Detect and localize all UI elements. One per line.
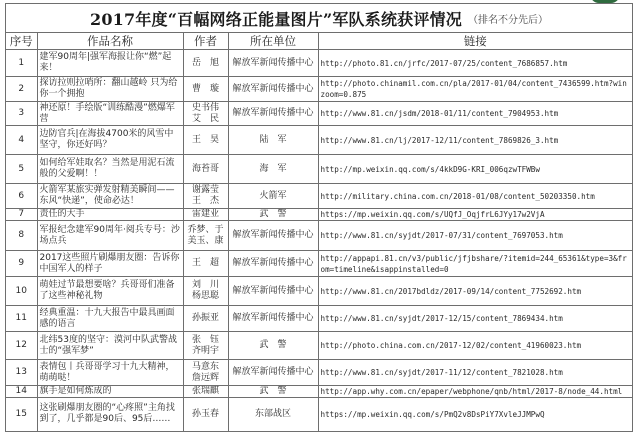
row-number: 2 <box>6 77 37 102</box>
table-row <box>6 155 632 184</box>
header-no: 序号 <box>6 33 37 50</box>
row-number: 15 <box>6 398 37 431</box>
link-url[interactable]: http://app.why.com.cn/epaper/webphone/qnb/html/2017-8/node_44.html <box>318 386 632 398</box>
work-title: 神还原！手绘版“训练酷漫”燃爆军营 <box>37 102 183 126</box>
title-note: （排名不分先后） <box>467 14 548 26</box>
unit: 解放军新闻传播中心 <box>228 306 318 332</box>
header-work: 作品名称 <box>37 33 183 50</box>
unit: 解放军新闻传播中心 <box>228 360 318 386</box>
unit: 解放军新闻传播中心 <box>228 102 318 126</box>
table-row <box>6 102 632 126</box>
table-row <box>6 277 632 306</box>
author: 谢露莹 王 杰 <box>183 184 228 209</box>
header-row <box>6 33 632 50</box>
table-row <box>6 306 632 332</box>
work-title: 建军90周年|强军海报让你“燃”起来！ <box>37 50 183 77</box>
unit: 解放军新闻传播中心 <box>228 221 318 251</box>
table-row <box>6 332 632 360</box>
link-url[interactable]: http://photo.chinamil.com.cn/pla/2017-01/04/content_7436599.htm?winzoom=0.875 <box>318 77 632 102</box>
sheet-title <box>6 4 632 33</box>
unit: 东部战区 <box>228 398 318 431</box>
link-url[interactable]: http://www.81.cn/syjdt/2017-11/12/content_7821028.htm <box>318 360 632 386</box>
work-title: 旗手是如何炼成的 <box>37 386 183 398</box>
table-row <box>6 50 632 77</box>
row-number: 1 <box>6 50 37 77</box>
author: 雷建业 <box>183 209 228 221</box>
row-number: 12 <box>6 332 37 360</box>
work-title: 萌娃过节最想要啥？兵哥哥们准备了这些神秘礼物 <box>37 277 183 306</box>
author: 岳 旭 <box>183 50 228 77</box>
table-row <box>6 251 632 277</box>
link-url[interactable]: http://www.81.cn/jsdm/2018-01/11/content_7904953.htm <box>318 102 632 126</box>
link-url[interactable]: https://mp.weixin.qq.com/s/PmQ2v8DsPiY7XvleJJMPwQ <box>318 398 632 431</box>
results-table <box>6 33 632 431</box>
author: 孙玉春 <box>183 398 228 431</box>
author: 张 钰 齐明宇 <box>183 332 228 360</box>
link-url[interactable]: http://photo.china.com.cn/2017-12/02/content_41960023.htm <box>318 332 632 360</box>
row-number: 14 <box>6 386 37 398</box>
link-url[interactable]: http://photo.81.cn/jrfc/2017-07/25/content_7686857.htm <box>318 50 632 77</box>
unit: 武 警 <box>228 209 318 221</box>
author: 史书伟 艾 民 <box>183 102 228 126</box>
link-url[interactable]: http://appapi.81.cn/v3/public/jfjbshare/?itemid=244_65361&type=3&from=timeline&isappinstalled=0 <box>318 251 632 277</box>
table-row <box>6 360 632 386</box>
row-number: 5 <box>6 155 37 184</box>
title-main: 2017年度“百幅网络正能量图片”军队系统获评情况 <box>90 9 462 29</box>
author: 乔梦、于美玉、康 <box>183 221 228 251</box>
author: 刘 川 杨思聪 <box>183 277 228 306</box>
work-title: 2017这些照片刷爆朋友圈：告诉你中国军人的样子 <box>37 251 183 277</box>
table-row <box>6 386 632 398</box>
work-title: 军报纪念建军90周年·阅兵专号：沙场点兵 <box>37 221 183 251</box>
table-row <box>6 184 632 209</box>
table-row <box>6 77 632 102</box>
row-number: 4 <box>6 126 37 155</box>
header-author: 作者 <box>183 33 228 50</box>
row-number: 11 <box>6 306 37 332</box>
work-title: 北纬53度的坚守：漠河中队武警战士的“强军梦” <box>37 332 183 360</box>
link-url[interactable]: http://www.81.cn/syjdt/2017-12/15/content_7869434.htm <box>318 306 632 332</box>
table-row <box>6 126 632 155</box>
link-url[interactable]: http://www.81.cn/lj/2017-12/11/content_7869826_3.htm <box>318 126 632 155</box>
link-url[interactable]: http://www.81.cn/syjdt/2017-07/31/content_7697053.htm <box>318 221 632 251</box>
row-number: 7 <box>6 209 37 221</box>
author: 王 超 <box>183 251 228 277</box>
author: 曹 璇 <box>183 77 228 102</box>
author: 王 昊 <box>183 126 228 155</box>
table-row <box>6 221 632 251</box>
link-url[interactable]: http://military.china.com.cn/2018-01/08/content_50203350.htm <box>318 184 632 209</box>
unit: 解放军新闻传播中心 <box>228 77 318 102</box>
results-sheet <box>5 3 633 432</box>
unit: 解放军新闻传播中心 <box>228 251 318 277</box>
work-title: 表情包丨兵哥哥学习十九大精神，萌萌哒！ <box>37 360 183 386</box>
header-link: 链接 <box>318 33 632 50</box>
table-row <box>6 398 632 431</box>
row-number: 9 <box>6 251 37 277</box>
work-title: 这张刷爆朋友圈的“心疼照”主角找到了，几乎都是90后、95后…… <box>37 398 183 431</box>
row-number: 8 <box>6 221 37 251</box>
author: 张瑞麒 <box>183 386 228 398</box>
unit: 陆 军 <box>228 126 318 155</box>
table-row <box>6 209 632 221</box>
work-title: 边防官兵|在海拔4700米的风雪中坚守，你还好吗？ <box>37 126 183 155</box>
work-title: 责任的大手 <box>37 209 183 221</box>
unit: 武 警 <box>228 386 318 398</box>
unit: 海 军 <box>228 155 318 184</box>
link-url[interactable]: http://mp.weixin.qq.com/s/4kkD9G-KRI_006qzwTFWBw <box>318 155 632 184</box>
unit: 火箭军 <box>228 184 318 209</box>
author: 孙振亚 <box>183 306 228 332</box>
work-title: 探访拉则拉哨所：翻山越岭 只为给你一个拥抱 <box>37 77 183 102</box>
work-title: 火箭军某旅实弹发射精美瞬间——东风“快递”，使命必达！ <box>37 184 183 209</box>
author: 海苔哥 <box>183 155 228 184</box>
unit: 武 警 <box>228 332 318 360</box>
author: 马意东 詹远辉 <box>183 360 228 386</box>
unit: 解放军新闻传播中心 <box>228 50 318 77</box>
work-title: 经典重温：十九大报告中最具画面感的语言 <box>37 306 183 332</box>
work-title: 如何给军娃取名？当然是用泥石流般的父爱啊！！ <box>37 155 183 184</box>
row-number: 13 <box>6 360 37 386</box>
row-number: 3 <box>6 102 37 126</box>
link-url[interactable]: http://www.81.cn/2017bdldz/2017-09/14/content_7752692.htm <box>318 277 632 306</box>
row-number: 6 <box>6 184 37 209</box>
link-url[interactable]: https://mp.weixin.qq.com/s/UQfJ_OqjfrL6JYy17w2VjA <box>318 209 632 221</box>
row-number: 10 <box>6 277 37 306</box>
header-unit: 所在单位 <box>228 33 318 50</box>
unit: 解放军新闻传播中心 <box>228 277 318 306</box>
